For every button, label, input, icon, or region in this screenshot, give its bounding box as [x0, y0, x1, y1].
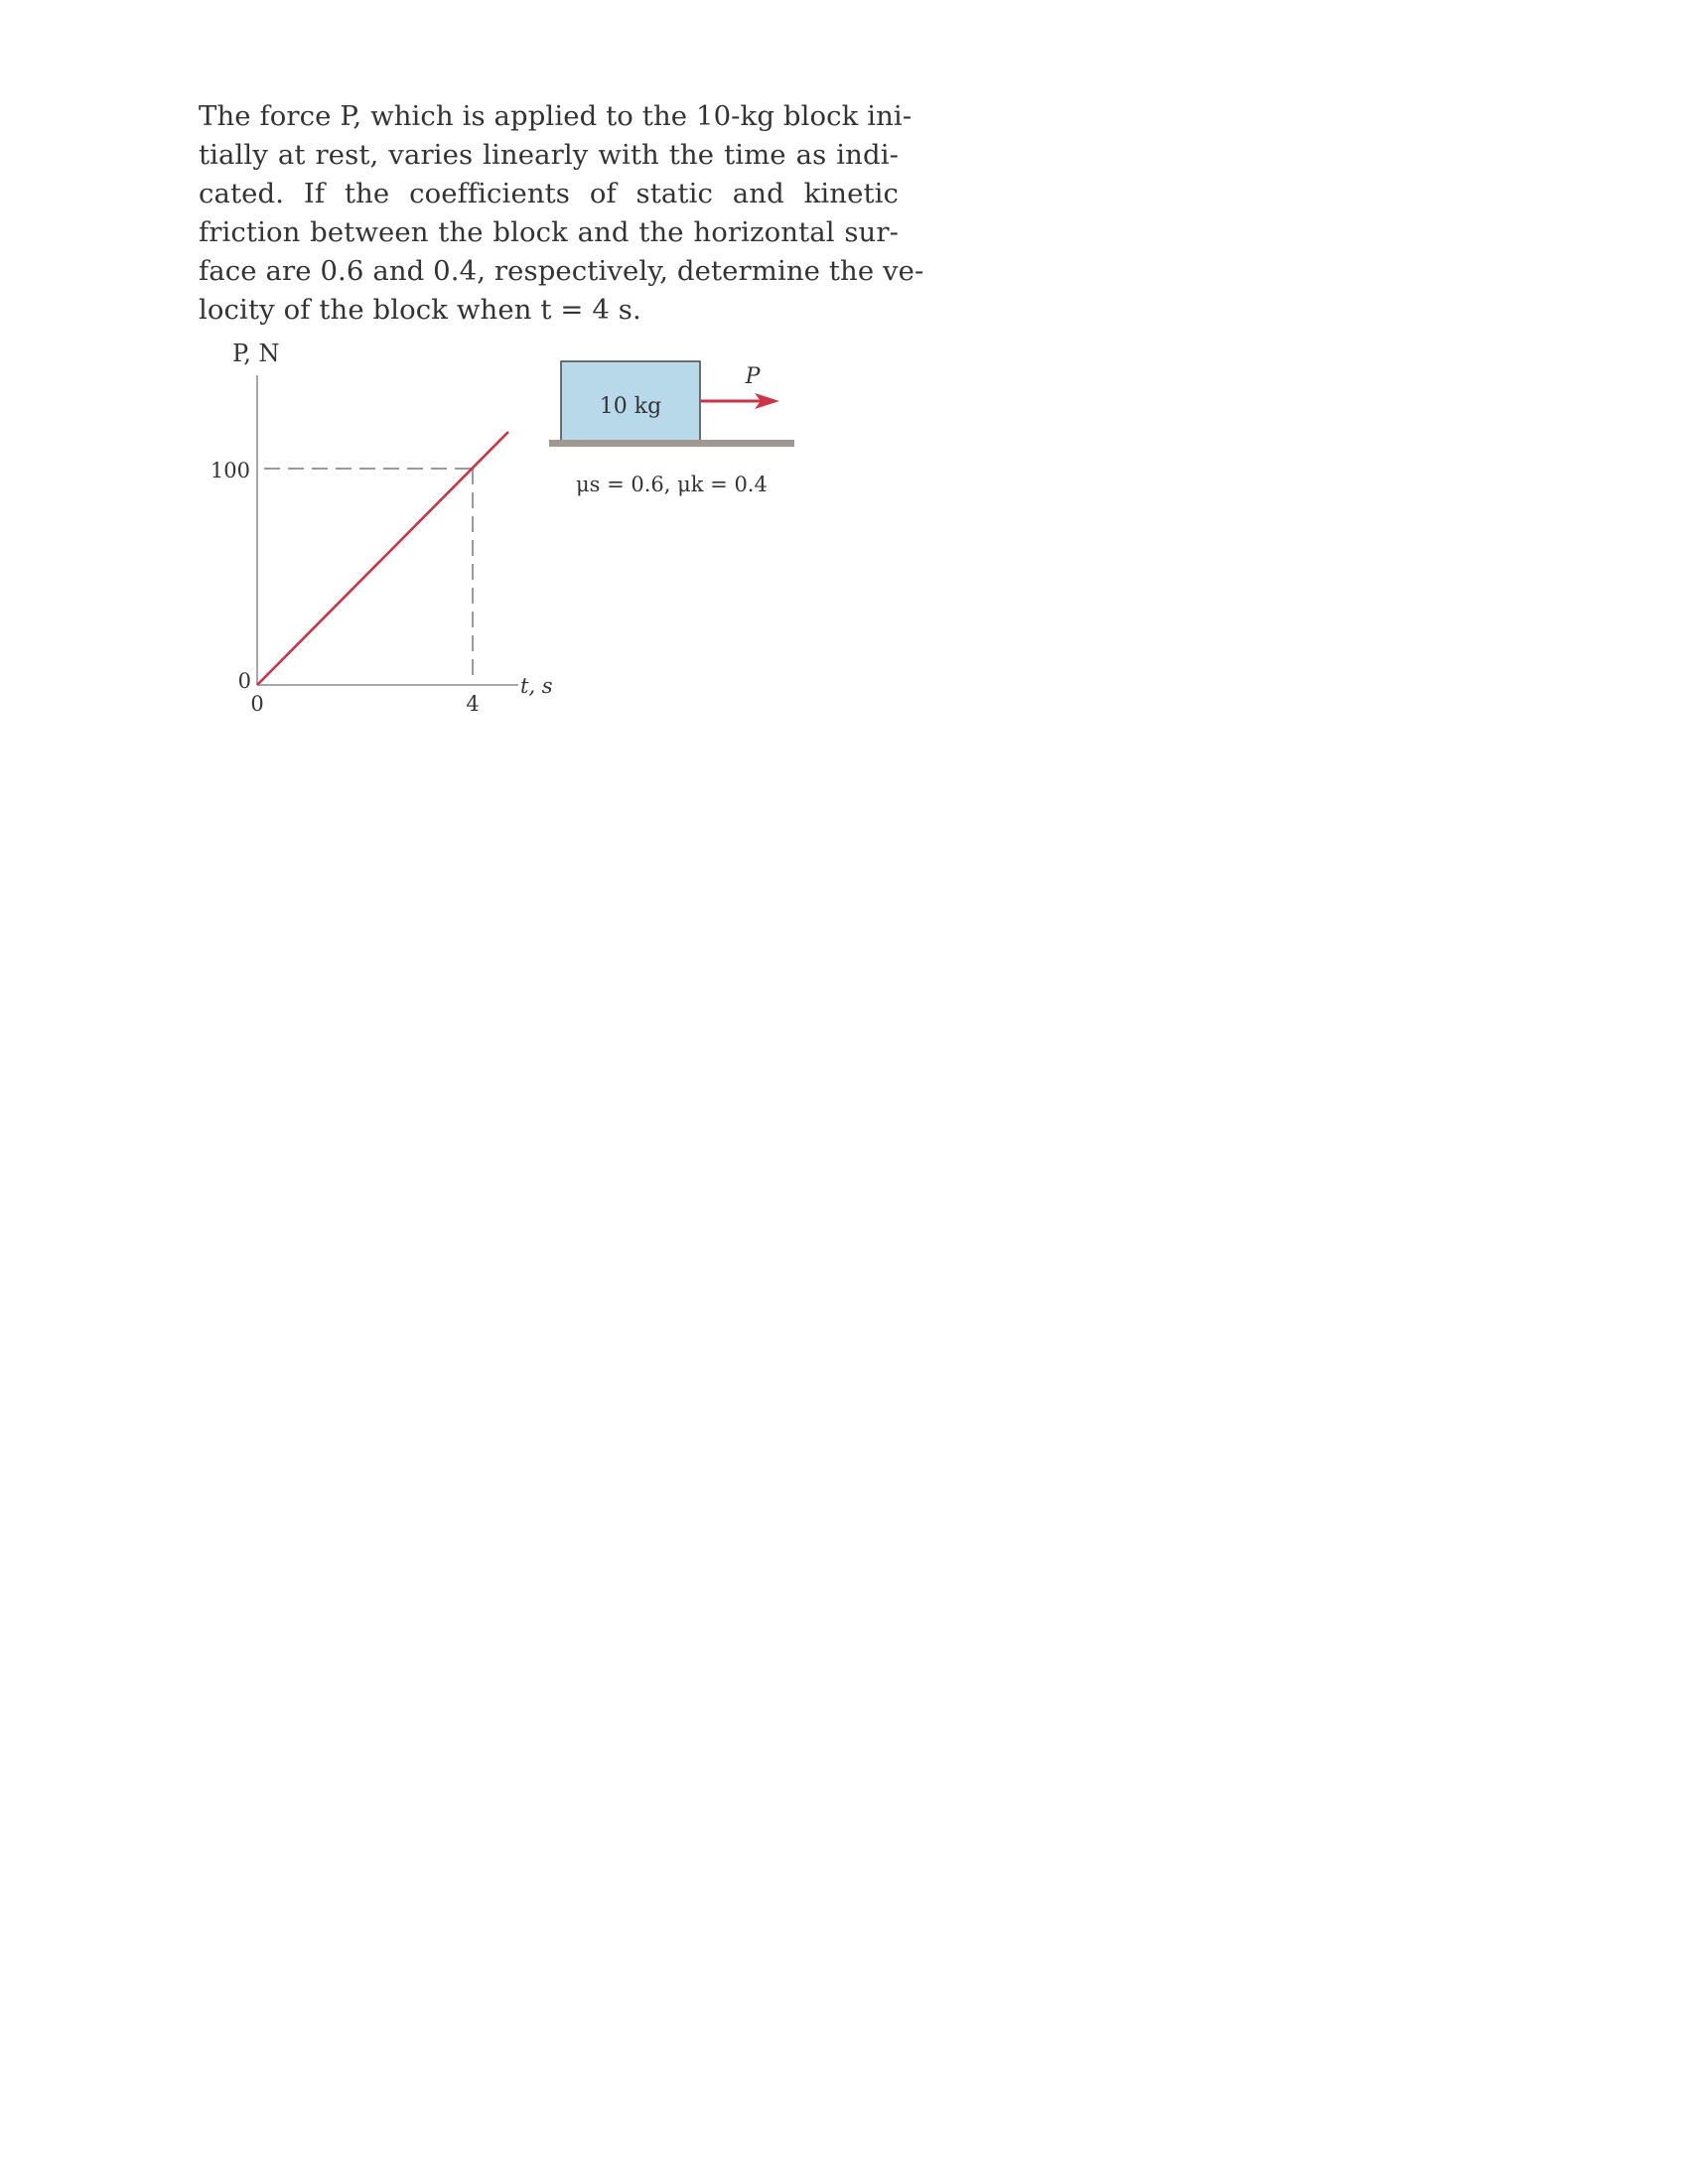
y-tick-100: 100 [210, 459, 250, 482]
force-label: P [745, 364, 761, 389]
block-diagram [549, 361, 794, 496]
problem-line: tially at rest, varies linearly with the time as indi- [199, 139, 899, 171]
force-time-graph [211, 340, 553, 716]
block-mass-label: 10 kg [599, 394, 662, 419]
ground-surface [549, 440, 794, 447]
problem-line: friction between the block and the horizontal sur- [199, 216, 899, 248]
problem-line: The force P, which is applied to the 10-kg block ini- [199, 100, 913, 132]
problem-line: cated. If the coefficients of static and kinetic [199, 178, 899, 209]
y-tick-0: 0 [237, 669, 251, 693]
x-axis-label: t, s [520, 674, 553, 698]
problem-line: locity of the block when t = 4 s. [199, 294, 641, 326]
problem-line: face are 0.6 and 0.4, respectively, determine the ve- [199, 255, 924, 287]
friction-coefficients-label: μs = 0.6, μk = 0.4 [576, 473, 768, 496]
problem-figure [0, 0, 1688, 794]
y-axis-label: P, N [232, 340, 280, 367]
x-tick-0: 0 [250, 692, 264, 716]
force-line [257, 432, 508, 685]
x-tick-4: 4 [466, 692, 480, 716]
